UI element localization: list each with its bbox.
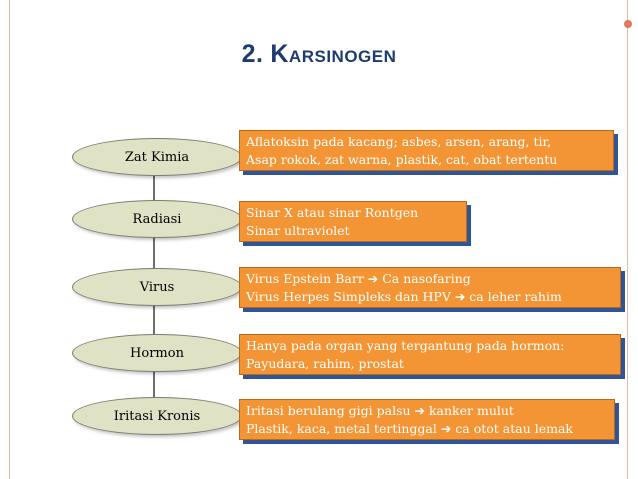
category-oval-virus bbox=[72, 268, 242, 306]
description-line: Payudara, rahim, prostat bbox=[246, 356, 404, 371]
description-line: Sinar ultraviolet bbox=[246, 223, 350, 238]
title-initial: K bbox=[270, 40, 289, 68]
slide-title bbox=[0, 40, 638, 69]
category-oval-iritasi-kronis bbox=[72, 397, 242, 435]
category-oval-hormon bbox=[72, 334, 242, 372]
category-oval-radiasi bbox=[72, 200, 242, 238]
description-line: Hanya pada organ yang tergantung pada hormon: bbox=[246, 338, 565, 353]
description-box-iritasi-kronis bbox=[239, 399, 615, 440]
category-label: Iritasi Kronis bbox=[113, 408, 201, 424]
description-line: Sinar X atau sinar Rontgen bbox=[246, 205, 419, 220]
description-box-radiasi bbox=[239, 201, 467, 242]
title-number: 2. bbox=[241, 40, 264, 68]
category-label: Virus bbox=[139, 279, 175, 295]
description-line: Virus Herpes Simpleks dan HPV ➔ ca leher rahim bbox=[246, 289, 562, 304]
frame-right-dot bbox=[624, 20, 632, 28]
frame-right-line bbox=[627, 0, 628, 479]
description-box-hormon bbox=[239, 334, 621, 375]
title-rest: ARSINOGEN bbox=[288, 47, 397, 66]
category-label: Zat Kimia bbox=[124, 149, 190, 165]
category-label: Hormon bbox=[130, 345, 184, 361]
description-line: Virus Epstein Barr ➔ Ca nasofaring bbox=[246, 271, 471, 286]
frame-left-line bbox=[9, 0, 10, 479]
description-box-zat-kimia bbox=[239, 130, 614, 171]
description-line: Iritasi berulang gigi palsu ➔ kanker mulut bbox=[246, 403, 514, 418]
category-label: Radiasi bbox=[132, 211, 182, 227]
category-oval-zat-kimia bbox=[72, 138, 242, 176]
description-line: Asap rokok, zat warna, plastik, cat, obat tertentu bbox=[246, 152, 558, 167]
description-box-virus bbox=[239, 267, 621, 308]
description-line: Plastik, kaca, metal tertinggal ➔ ca otot atau lemak bbox=[246, 421, 574, 436]
description-line: Aflatoksin pada kacang; asbes, arsen, arang, tir, bbox=[246, 134, 552, 149]
